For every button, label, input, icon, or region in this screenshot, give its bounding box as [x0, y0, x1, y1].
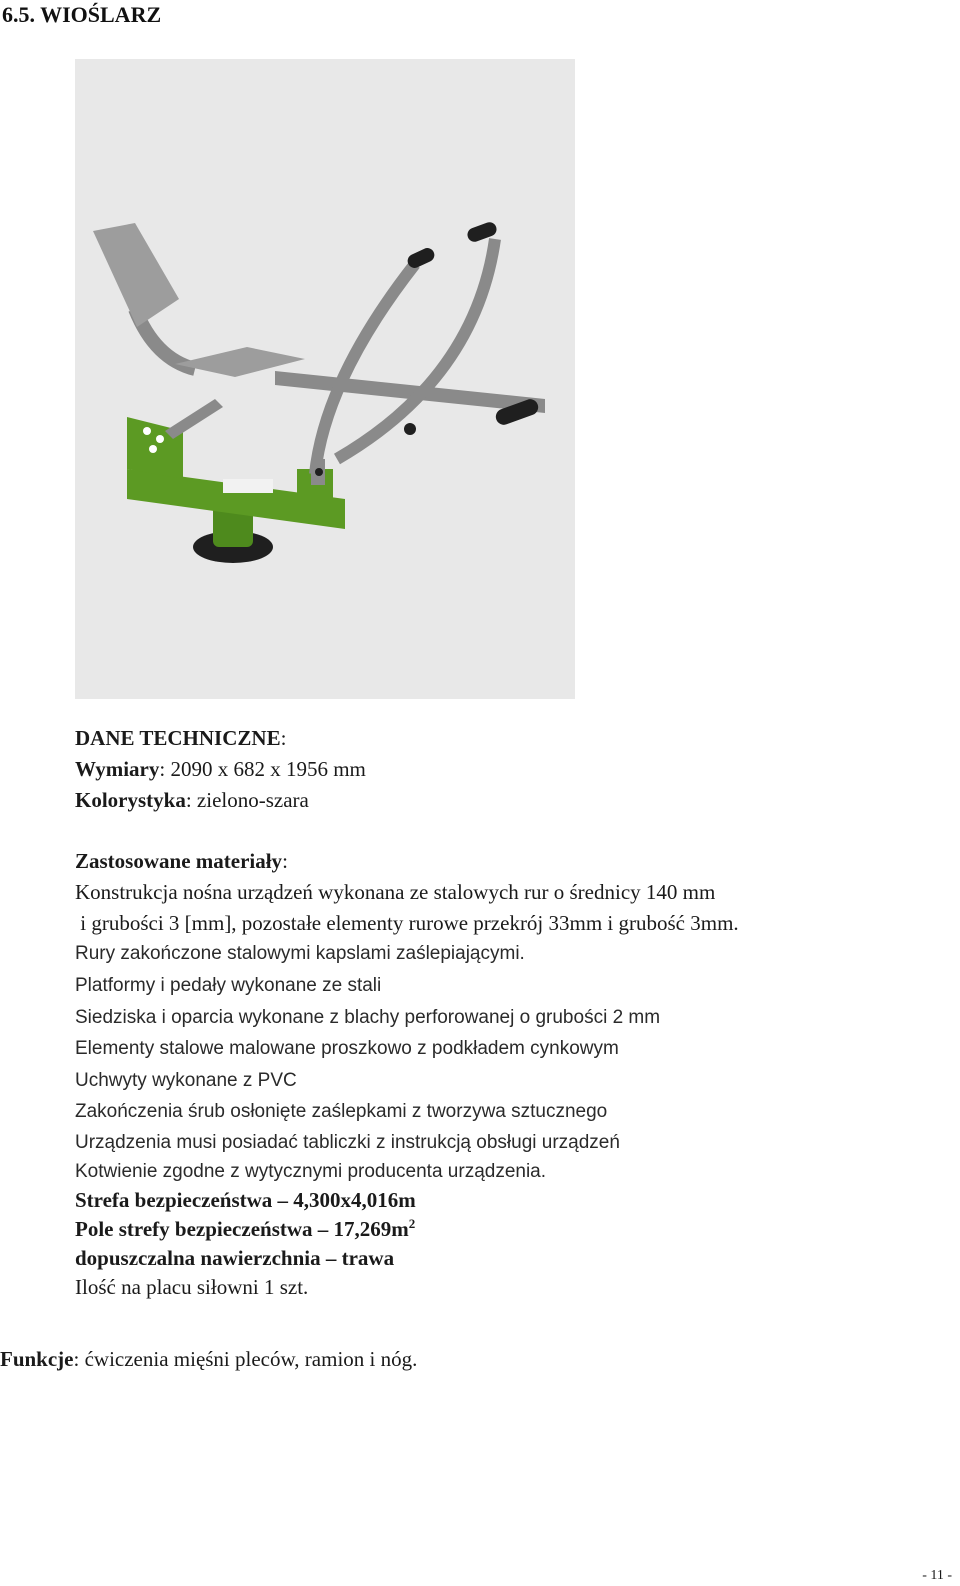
- materials-line-1: Konstrukcja nośna urządzeń wykonana ze stalowych rur o średnicy 140 mm: [75, 880, 716, 904]
- materials-line-6: Elementy stalowe malowane proszkowo z podkładem cynkowym: [75, 1038, 619, 1059]
- functions-label: Funkcje: [0, 1347, 74, 1371]
- materials-line-5: Siedziska i oparcia wykonane z blachy perforowanej o grubości 2 mm: [75, 1007, 661, 1028]
- colors-row: [75, 790, 309, 811]
- functions-value: : ćwiczenia mięśni pleców, ramion i nóg.: [73, 1347, 418, 1371]
- product-photo: [75, 59, 575, 699]
- quantity: Ilość na placu siłowni 1 szt.: [75, 1275, 309, 1299]
- functions-row: [0, 1349, 417, 1370]
- backrest: [93, 223, 179, 327]
- materials-row: Zastosowane materiały:: [75, 849, 288, 873]
- materials-line-4: Platformy i pedały wykonane ze stali: [75, 975, 382, 996]
- materials-line-3: Rury zakończone stalowymi kapslami zaślepiającymi.: [75, 943, 525, 964]
- surface-requirement: dopuszczalna nawierzchnia – trawa: [75, 1246, 395, 1270]
- safety-zone: Strefa bezpieczeństwa – 4,300x4,016m: [75, 1188, 416, 1212]
- materials-line-2: i grubości 3 [mm], pozostałe elementy rurowe przekrój 33mm i grubość 3mm.: [75, 911, 739, 935]
- specs-title: DANE TECHNICZNE: [75, 726, 281, 750]
- dimensions-row: [75, 759, 366, 780]
- colors-label: Kolorystyka: [75, 788, 186, 812]
- materials-label: Zastosowane materiały: [75, 849, 283, 873]
- rear-arm: [165, 399, 223, 439]
- section-heading: 6.5. WIOŚLARZ: [2, 2, 162, 27]
- materials-line-9: Urządzenia musi posiadać tabliczki z instrukcją obsługi urządzeń: [75, 1132, 620, 1153]
- safety-area: Pole strefy bezpieczeństwa – 17,269m: [75, 1217, 409, 1241]
- page-number: - 11 -: [922, 1568, 952, 1583]
- colors-value: : zielono-szara: [185, 788, 309, 812]
- materials-line-7: Uchwyty wykonane z PVC: [75, 1070, 297, 1091]
- dimensions-value: : 2090 x 682 x 1956 mm: [159, 757, 366, 781]
- rowing-machine-illustration: [75, 59, 575, 699]
- specs-title-row: DANE TECHNICZNE:: [75, 726, 287, 750]
- dimensions-label: Wymiary: [75, 757, 160, 781]
- materials-line-8: Zakończenia śrub osłonięte zaślepkami z tworzywa sztucznego: [75, 1101, 608, 1122]
- safety-area-sup: 2: [408, 1216, 416, 1231]
- info-plate: [223, 479, 273, 493]
- safety-area-row: [75, 1216, 416, 1241]
- materials-line-10: Kotwienie zgodne z wytycznymi producenta urządzenia.: [75, 1161, 547, 1182]
